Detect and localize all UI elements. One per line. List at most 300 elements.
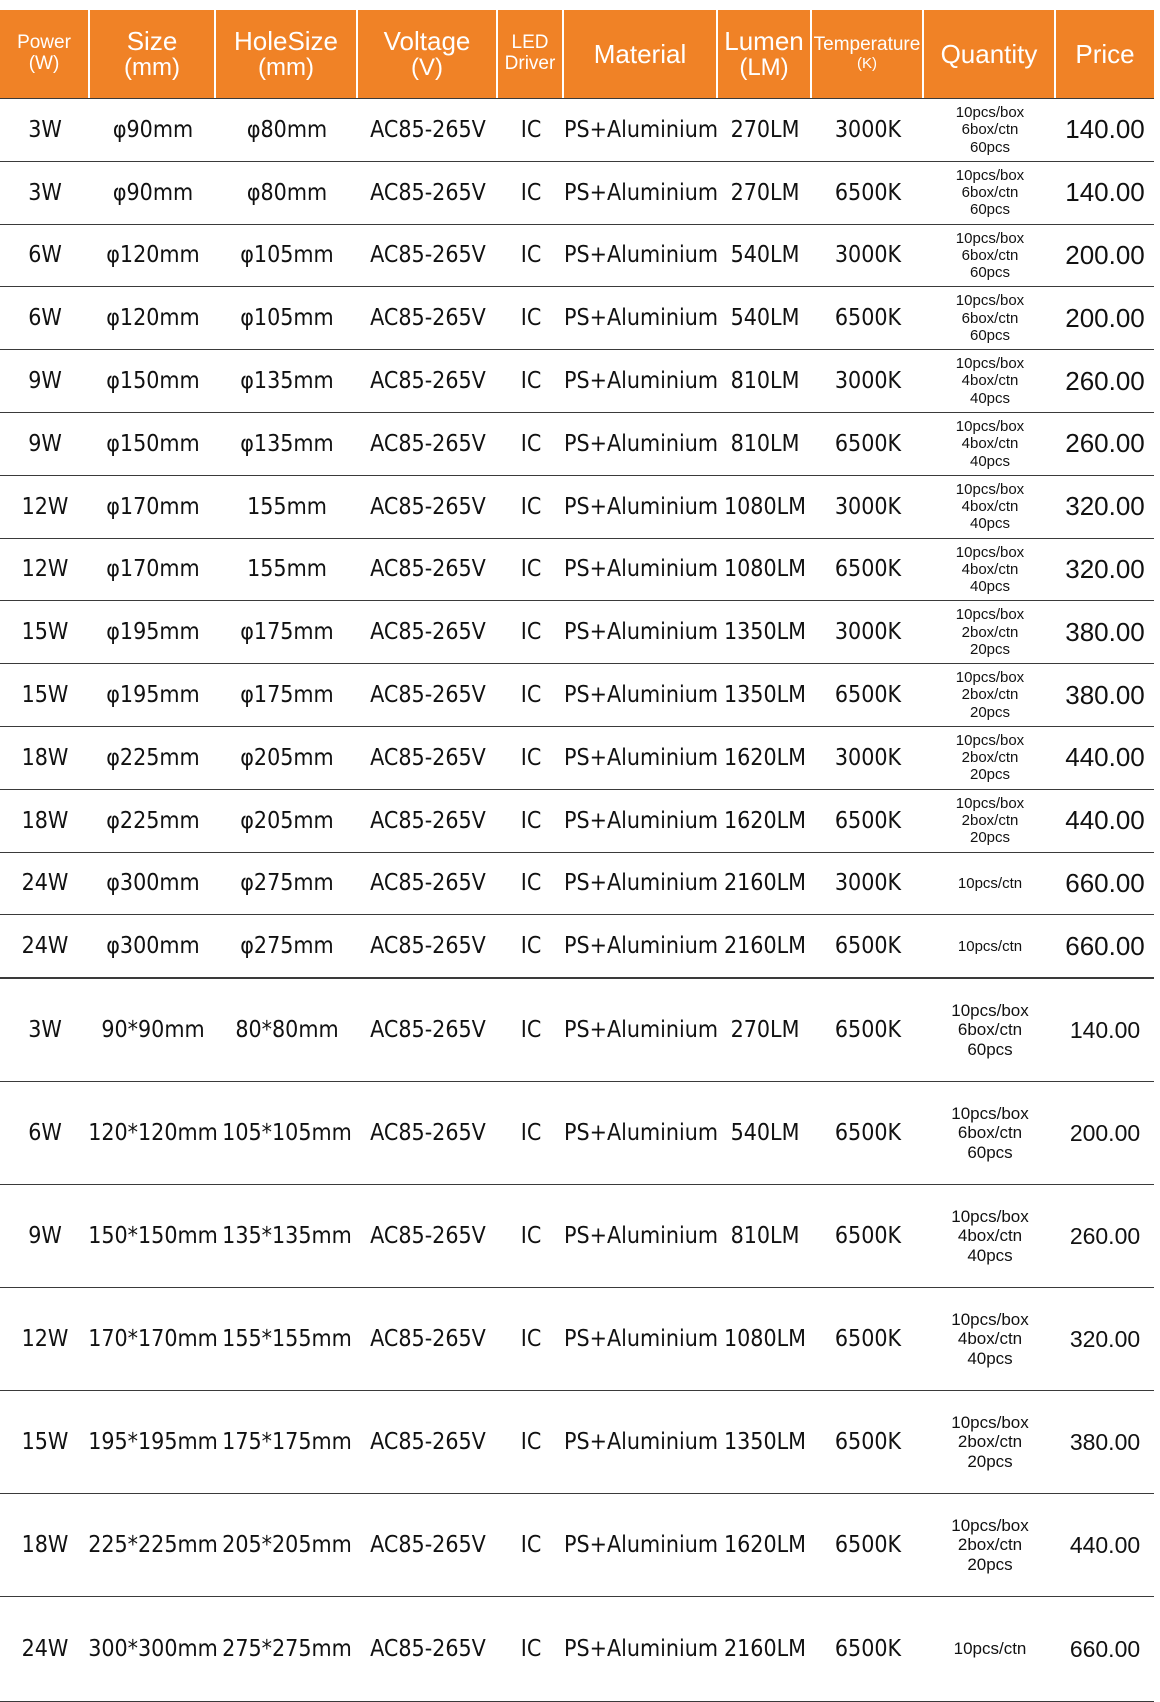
quantity-line: 6box/ctn: [957, 1123, 1023, 1143]
quantity-line: 10pcs/box: [955, 669, 1025, 687]
hole-size-cell: φ80mm: [246, 179, 328, 206]
header-temperature-label: Temperature: [813, 34, 921, 56]
quantity-line: 6box/ctn: [961, 184, 1019, 202]
power-cell: 24W: [21, 870, 69, 897]
quantity-line: 20pcs: [969, 703, 1011, 721]
quantity-cell: [924, 1001, 1056, 1060]
size-cell: φ300mm: [106, 933, 200, 960]
power-cell: 3W: [28, 179, 62, 206]
hole-size-cell: φ135mm: [240, 430, 334, 457]
header-temperature-unit: (K): [857, 55, 877, 73]
driver-cell: IC: [520, 305, 542, 332]
driver-cell: IC: [520, 1223, 542, 1249]
driver-cell: IC: [520, 1326, 542, 1352]
material-cell: PS+Aluminium: [563, 430, 719, 457]
quantity-cell: [924, 230, 1056, 282]
quantity-cell: [924, 167, 1056, 219]
voltage-cell: AC85-265V: [370, 870, 486, 897]
voltage-cell: AC85-265V: [370, 1017, 486, 1043]
square-table: [0, 979, 1154, 1702]
quantity-cell: [924, 292, 1056, 344]
quantity-line: 10pcs/ctn: [957, 937, 1023, 955]
header-power: [0, 10, 90, 98]
quantity-cell: [924, 606, 1056, 658]
header-size-unit: (mm): [124, 54, 180, 82]
material-cell: PS+Aluminium: [563, 305, 719, 332]
quantity-cell: [924, 481, 1056, 533]
power-cell: 15W: [21, 682, 69, 709]
table-row: [0, 350, 1154, 413]
power-cell: 6W: [28, 1120, 62, 1146]
quantity-cell: [924, 732, 1056, 784]
power-cell: 12W: [21, 493, 69, 520]
lumen-cell: 810LM: [730, 430, 800, 457]
power-cell: 18W: [21, 1532, 69, 1558]
hole-size-cell: 205*205mm: [222, 1532, 352, 1558]
lumen-cell: 1080LM: [723, 493, 807, 520]
power-cell: 12W: [21, 556, 69, 583]
table-row: [0, 1082, 1154, 1185]
quantity-line: 4box/ctn: [961, 435, 1019, 453]
quantity-cell: [924, 1310, 1056, 1369]
lumen-cell: 540LM: [730, 242, 800, 269]
voltage-cell: AC85-265V: [370, 682, 486, 709]
price-cell: 260.00: [1065, 428, 1145, 459]
quantity-line: 10pcs/box: [955, 229, 1025, 247]
header-voltage: [358, 10, 498, 98]
quantity-cell: [924, 1104, 1056, 1163]
temperature-cell: 6500K: [834, 305, 902, 332]
table-row: [0, 790, 1154, 853]
quantity-line: 6box/ctn: [961, 121, 1019, 139]
quantity-line: 6box/ctn: [961, 309, 1019, 327]
hole-size-cell: φ105mm: [240, 242, 334, 269]
price-cell: 380.00: [1065, 679, 1145, 710]
voltage-cell: AC85-265V: [370, 493, 486, 520]
table-row: [0, 853, 1154, 916]
size-cell: 150*150mm: [88, 1223, 218, 1249]
lumen-cell: 2160LM: [723, 1636, 807, 1662]
header-driver-unit: Driver: [504, 53, 556, 74]
material-cell: PS+Aluminium: [563, 116, 719, 143]
lumen-cell: 810LM: [730, 368, 800, 395]
material-cell: PS+Aluminium: [563, 242, 719, 269]
lumen-cell: 810LM: [730, 1223, 800, 1249]
power-cell: 3W: [28, 116, 62, 143]
quantity-line: 60pcs: [969, 264, 1011, 282]
quantity-cell: [924, 669, 1056, 721]
quantity-line: 60pcs: [967, 1142, 1013, 1162]
lumen-cell: 1350LM: [723, 619, 807, 646]
quantity-line: 20pcs: [969, 640, 1011, 658]
quantity-line: 10pcs/box: [951, 1515, 1029, 1535]
driver-cell: IC: [520, 242, 542, 269]
quantity-line: 10pcs/ctn: [957, 874, 1023, 892]
header-quantity-label: Quantity: [940, 38, 1038, 69]
size-cell: 90*90mm: [101, 1017, 205, 1043]
driver-cell: IC: [520, 556, 542, 583]
price-cell: 140.00: [1065, 177, 1145, 208]
header-lumen-unit: (LM): [739, 54, 789, 82]
temperature-cell: 6500K: [834, 179, 902, 206]
table-row: [0, 476, 1154, 539]
driver-cell: IC: [520, 1017, 542, 1043]
quantity-line: 6box/ctn: [961, 246, 1019, 264]
quantity-line: 2box/ctn: [957, 1432, 1023, 1452]
header-driver: [498, 10, 564, 98]
driver-cell: IC: [520, 682, 542, 709]
quantity-line: 10pcs/box: [955, 794, 1025, 812]
power-cell: 9W: [28, 1223, 62, 1249]
size-cell: φ195mm: [106, 682, 200, 709]
power-cell: 6W: [28, 305, 62, 332]
hole-size-cell: φ205mm: [240, 807, 334, 834]
temperature-cell: 3000K: [834, 619, 902, 646]
table-header: [0, 10, 1154, 98]
price-cell: 260.00: [1069, 1222, 1141, 1249]
header-power-label: Power: [17, 32, 71, 54]
round-table: [0, 99, 1154, 978]
quantity-cell: [924, 355, 1056, 407]
quantity-line: 10pcs/box: [951, 1412, 1029, 1432]
quantity-line: 10pcs/ctn: [953, 1639, 1027, 1659]
quantity-line: 10pcs/box: [951, 1000, 1029, 1020]
driver-cell: IC: [520, 870, 542, 897]
voltage-cell: AC85-265V: [370, 1223, 486, 1249]
quantity-line: 60pcs: [969, 326, 1011, 344]
quantity-line: 10pcs/box: [955, 292, 1025, 310]
power-cell: 6W: [28, 242, 62, 269]
header-power-unit: (W): [28, 53, 60, 74]
quantity-line: 10pcs/box: [955, 731, 1025, 749]
driver-cell: IC: [520, 116, 542, 143]
table-row: [0, 979, 1154, 1082]
quantity-line: 10pcs/box: [955, 606, 1025, 624]
table-row: [0, 1597, 1154, 1702]
quantity-line: 2box/ctn: [961, 623, 1019, 641]
size-cell: φ150mm: [106, 368, 200, 395]
driver-cell: IC: [520, 1429, 542, 1455]
hole-size-cell: 175*175mm: [222, 1429, 352, 1455]
price-cell: 200.00: [1065, 239, 1145, 270]
temperature-cell: 3000K: [834, 744, 902, 771]
material-cell: PS+Aluminium: [563, 179, 719, 206]
quantity-line: 40pcs: [967, 1348, 1013, 1368]
hole-size-cell: φ275mm: [240, 933, 334, 960]
hole-size-cell: φ105mm: [240, 305, 334, 332]
hole-size-cell: 155*155mm: [222, 1326, 352, 1352]
size-cell: φ120mm: [106, 242, 200, 269]
driver-cell: IC: [520, 1636, 542, 1662]
quantity-cell: [924, 1639, 1056, 1659]
hole-size-cell: φ175mm: [240, 619, 334, 646]
price-cell: 660.00: [1065, 930, 1145, 961]
lumen-cell: 2160LM: [723, 870, 807, 897]
quantity-line: 2box/ctn: [961, 686, 1019, 704]
header-price-label: Price: [1075, 38, 1135, 69]
driver-cell: IC: [520, 744, 542, 771]
voltage-cell: AC85-265V: [370, 1532, 486, 1558]
hole-size-cell: φ275mm: [240, 870, 334, 897]
voltage-cell: AC85-265V: [370, 1429, 486, 1455]
temperature-cell: 6500K: [834, 1223, 902, 1249]
material-cell: PS+Aluminium: [563, 493, 719, 520]
header-voltage-label: Voltage: [383, 25, 471, 56]
voltage-cell: AC85-265V: [370, 368, 486, 395]
temperature-cell: 3000K: [834, 242, 902, 269]
size-cell: φ90mm: [112, 116, 194, 143]
temperature-cell: 6500K: [834, 682, 902, 709]
table-row: [0, 99, 1154, 162]
hole-size-cell: 135*135mm: [222, 1223, 352, 1249]
quantity-line: 40pcs: [969, 452, 1011, 470]
quantity-line: 10pcs/box: [951, 1103, 1029, 1123]
size-cell: φ150mm: [106, 430, 200, 457]
quantity-line: 40pcs: [967, 1245, 1013, 1265]
material-cell: PS+Aluminium: [563, 1532, 719, 1558]
quantity-cell: [924, 544, 1056, 596]
quantity-line: 2box/ctn: [957, 1535, 1023, 1555]
lumen-cell: 540LM: [730, 305, 800, 332]
header-price: [1056, 10, 1154, 98]
header-material-label: Material: [593, 38, 687, 69]
hole-size-cell: 155mm: [247, 556, 327, 583]
temperature-cell: 6500K: [834, 556, 902, 583]
voltage-cell: AC85-265V: [370, 744, 486, 771]
size-cell: φ300mm: [106, 870, 200, 897]
material-cell: PS+Aluminium: [563, 807, 719, 834]
size-cell: φ170mm: [106, 556, 200, 583]
temperature-cell: 6500K: [834, 430, 902, 457]
lumen-cell: 1350LM: [723, 682, 807, 709]
header-holesize-label: HoleSize: [233, 25, 339, 56]
quantity-cell: [924, 1207, 1056, 1266]
quantity-line: 10pcs/box: [955, 166, 1025, 184]
quantity-cell: [924, 1516, 1056, 1575]
material-cell: PS+Aluminium: [563, 1429, 719, 1455]
material-cell: PS+Aluminium: [563, 933, 719, 960]
driver-cell: IC: [520, 493, 542, 520]
size-cell: 225*225mm: [88, 1532, 218, 1558]
quantity-line: 4box/ctn: [957, 1329, 1023, 1349]
price-cell: 320.00: [1065, 553, 1145, 584]
header-lumen-label: Lumen: [724, 25, 804, 56]
size-cell: φ225mm: [106, 744, 200, 771]
quantity-cell: [924, 795, 1056, 847]
voltage-cell: AC85-265V: [370, 556, 486, 583]
temperature-cell: 3000K: [834, 116, 902, 143]
size-cell: 300*300mm: [88, 1636, 218, 1662]
hole-size-cell: φ205mm: [240, 744, 334, 771]
price-cell: 440.00: [1065, 742, 1145, 773]
voltage-cell: AC85-265V: [370, 305, 486, 332]
quantity-line: 40pcs: [969, 389, 1011, 407]
power-cell: 24W: [21, 933, 69, 960]
temperature-cell: 6500K: [834, 807, 902, 834]
header-holesize-unit: (mm): [258, 54, 314, 82]
quantity-line: 2box/ctn: [961, 812, 1019, 830]
power-cell: 24W: [21, 1636, 69, 1662]
material-cell: PS+Aluminium: [563, 556, 719, 583]
power-cell: 9W: [28, 368, 62, 395]
table-row: [0, 162, 1154, 225]
driver-cell: IC: [520, 933, 542, 960]
power-cell: 12W: [21, 1326, 69, 1352]
table-row: [0, 1185, 1154, 1288]
quantity-line: 10pcs/box: [951, 1206, 1029, 1226]
quantity-line: 4box/ctn: [961, 560, 1019, 578]
temperature-cell: 6500K: [834, 933, 902, 960]
header-material: [564, 10, 718, 98]
price-cell: 320.00: [1065, 491, 1145, 522]
size-cell: 195*195mm: [88, 1429, 218, 1455]
quantity-line: 4box/ctn: [961, 372, 1019, 390]
quantity-line: 60pcs: [969, 138, 1011, 156]
material-cell: PS+Aluminium: [563, 1223, 719, 1249]
size-cell: φ195mm: [106, 619, 200, 646]
voltage-cell: AC85-265V: [370, 1120, 486, 1146]
price-cell: 380.00: [1065, 616, 1145, 647]
lumen-cell: 1620LM: [723, 807, 807, 834]
header-size-label: Size: [126, 25, 178, 56]
quantity-line: 10pcs/box: [955, 104, 1025, 122]
quantity-line: 40pcs: [969, 515, 1011, 533]
temperature-cell: 6500K: [834, 1636, 902, 1662]
quantity-line: 6box/ctn: [957, 1020, 1023, 1040]
lumen-cell: 1620LM: [723, 1532, 807, 1558]
lumen-cell: 270LM: [730, 116, 800, 143]
voltage-cell: AC85-265V: [370, 933, 486, 960]
lumen-cell: 1080LM: [723, 556, 807, 583]
quantity-cell: [924, 104, 1056, 156]
table-row: [0, 413, 1154, 476]
temperature-cell: 6500K: [834, 1017, 902, 1043]
voltage-cell: AC85-265V: [370, 1636, 486, 1662]
header-size: [90, 10, 216, 98]
quantity-line: 10pcs/box: [955, 418, 1025, 435]
size-cell: φ170mm: [106, 493, 200, 520]
price-cell: 440.00: [1065, 805, 1145, 836]
power-cell: 15W: [21, 619, 69, 646]
price-cell: 140.00: [1069, 1016, 1141, 1043]
table-row: [0, 727, 1154, 790]
table-row: [0, 915, 1154, 978]
material-cell: PS+Aluminium: [563, 1636, 719, 1662]
hole-size-cell: 275*275mm: [222, 1636, 352, 1662]
voltage-cell: AC85-265V: [370, 430, 486, 457]
table-row: [0, 287, 1154, 350]
material-cell: PS+Aluminium: [563, 368, 719, 395]
voltage-cell: AC85-265V: [370, 619, 486, 646]
size-cell: 120*120mm: [88, 1120, 218, 1146]
quantity-line: 4box/ctn: [957, 1226, 1023, 1246]
size-cell: 170*170mm: [88, 1326, 218, 1352]
power-cell: 3W: [28, 1017, 62, 1043]
header-temperature: [812, 10, 924, 98]
quantity-line: 10pcs/box: [955, 355, 1025, 373]
voltage-cell: AC85-265V: [370, 807, 486, 834]
material-cell: PS+Aluminium: [563, 1326, 719, 1352]
quantity-line: 60pcs: [967, 1039, 1013, 1059]
lumen-cell: 1080LM: [723, 1326, 807, 1352]
material-cell: PS+Aluminium: [563, 1120, 719, 1146]
price-cell: 200.00: [1065, 302, 1145, 333]
temperature-cell: 6500K: [834, 1532, 902, 1558]
material-cell: PS+Aluminium: [563, 619, 719, 646]
quantity-line: 40pcs: [969, 578, 1011, 596]
driver-cell: IC: [520, 430, 542, 457]
quantity-line: 20pcs: [969, 766, 1011, 784]
price-cell: 320.00: [1069, 1325, 1141, 1352]
table-row: [0, 664, 1154, 727]
temperature-cell: 6500K: [834, 1120, 902, 1146]
hole-size-cell: φ135mm: [240, 368, 334, 395]
quantity-line: 10pcs/box: [951, 1309, 1029, 1329]
quantity-line: 4box/ctn: [961, 498, 1019, 516]
header-quantity: [924, 10, 1056, 98]
temperature-cell: 3000K: [834, 493, 902, 520]
material-cell: PS+Aluminium: [563, 1017, 719, 1043]
quantity-line: 2box/ctn: [961, 749, 1019, 767]
size-cell: φ90mm: [112, 179, 194, 206]
quantity-cell: [924, 1413, 1056, 1472]
price-cell: 660.00: [1069, 1635, 1141, 1662]
quantity-line: 20pcs: [969, 829, 1011, 847]
driver-cell: IC: [520, 368, 542, 395]
header-driver-label: LED: [511, 32, 549, 54]
lumen-cell: 1350LM: [723, 1429, 807, 1455]
power-cell: 18W: [21, 744, 69, 771]
price-cell: 660.00: [1065, 867, 1145, 898]
material-cell: PS+Aluminium: [563, 682, 719, 709]
header-voltage-unit: (V): [411, 54, 443, 82]
temperature-cell: 3000K: [834, 870, 902, 897]
power-cell: 18W: [21, 807, 69, 834]
price-cell: 380.00: [1069, 1428, 1141, 1455]
material-cell: PS+Aluminium: [563, 744, 719, 771]
driver-cell: IC: [520, 619, 542, 646]
lumen-cell: 2160LM: [723, 933, 807, 960]
table-row: [0, 1494, 1154, 1597]
quantity-cell: [924, 938, 1056, 955]
table-row: [0, 601, 1154, 664]
table-row: [0, 1391, 1154, 1494]
table-row: [0, 1288, 1154, 1391]
hole-size-cell: 105*105mm: [222, 1120, 352, 1146]
quantity-line: 60pcs: [969, 201, 1011, 219]
header-holesize: [216, 10, 358, 98]
quantity-line: 10pcs/box: [955, 543, 1025, 561]
hole-size-cell: 80*80mm: [235, 1017, 339, 1043]
price-cell: 260.00: [1065, 365, 1145, 396]
material-cell: PS+Aluminium: [563, 870, 719, 897]
price-cell: 440.00: [1069, 1531, 1141, 1558]
driver-cell: IC: [520, 1120, 542, 1146]
quantity-line: 20pcs: [967, 1554, 1013, 1574]
table-row: [0, 539, 1154, 602]
hole-size-cell: φ175mm: [240, 682, 334, 709]
size-cell: φ225mm: [106, 807, 200, 834]
power-cell: 9W: [28, 430, 62, 457]
voltage-cell: AC85-265V: [370, 1326, 486, 1352]
quantity-line: 20pcs: [967, 1451, 1013, 1471]
lumen-cell: 1620LM: [723, 744, 807, 771]
temperature-cell: 6500K: [834, 1429, 902, 1455]
lumen-cell: 540LM: [730, 1120, 800, 1146]
header-lumen: [718, 10, 812, 98]
size-cell: φ120mm: [106, 305, 200, 332]
price-cell: 200.00: [1069, 1119, 1141, 1146]
